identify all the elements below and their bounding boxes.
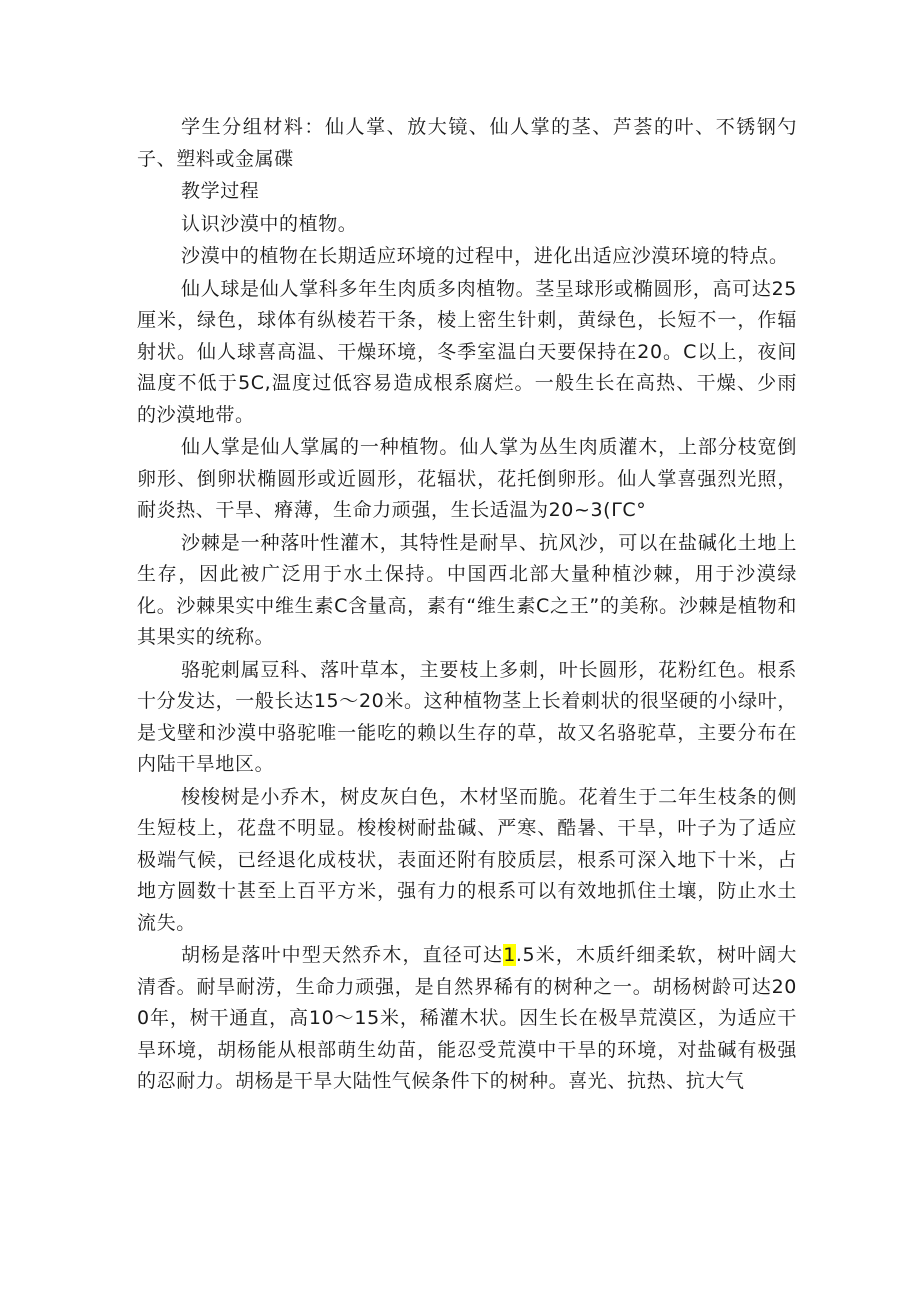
- highlighted-number: 1: [503, 944, 516, 966]
- paragraph-sea-buckthorn: 沙棘是一种落叶性灌木，其特性是耐旱、抗风沙，可以在盐碱化土地上生存，因此被广泛用于水土保持。中国西北部大量种植沙棘，用于沙漠绿化。沙棘果实中维生素C含量高，素有“维生素C之王”的美称。沙棘是植物和其果实的统称。: [137, 531, 797, 648]
- paragraph-teaching-process: 教学过程: [181, 180, 260, 202]
- populus-text-rest: .5米，木质纤细柔软，树叶阔大清香。耐旱耐涝，生命力顽强，是自然界稀有的树种之一。胡杨树龄可达200年，树干通直，高10～15米，稀灌木状。因生长在极旱荒漠区，为适应干旱环境，胡杨能从根部萌生幼苗，能忍受荒漠中干旱的环境，对盐碱有极强的忍耐力。胡杨是干旱大陆性气候条件下的树种。喜光、抗热、抗大气: [137, 944, 797, 1092]
- paragraph-cactus: 仙人掌是仙人掌属的一种植物。仙人掌为丛生肉质灌木，上部分枝宽倒卵形、倒卵状椭圆形或近圆形，花辐状，花托倒卵形。仙人掌喜强烈光照，耐炎热、干旱、瘠薄，生命力顽强，生长适温为20~3(ΓC°: [137, 436, 797, 521]
- paragraph-desert-adaptation: 沙漠中的植物在长期适应环境的过程中，进化出适应沙漠环境的特点。: [181, 245, 789, 267]
- paragraph-materials: 学生分组材料：仙人掌、放大镜、仙人掌的茎、芦荟的叶、不锈钢勺子、塑料或金属碟: [137, 116, 797, 170]
- populus-text-start: 胡杨是落叶中型天然乔木，直径可达: [181, 944, 504, 966]
- paragraph-populus-euphratica: [137, 940, 797, 1098]
- paragraph-desert-plants-intro: 认识沙漠中的植物。: [181, 212, 358, 235]
- paragraph-saxaul: 梭梭树是小乔木，树皮灰白色，木材坚而脆。花着生于二年生枝条的侧生短枝上，花盘不明显。梭梭树耐盐碱、严寒、酷暑、干旱，叶子为了适应极端气候，已经退化成枝状，表面还附有胶质层，根系可深入地下十米，占地方圆数十甚至上百平方米，强有力的根系可以有效地抓住土壤，防止水土流失。: [137, 785, 797, 934]
- paragraph-cactus-ball: 仙人球是仙人掌科多年生肉质多肉植物。茎呈球形或椭圆形，高可达25厘米，绿色，球体有纵棱若干条，棱上密生针刺，黄绿色，长短不一，作辐射状。仙人球喜高温、干燥环境，冬季室温白天要保持在20。C以上，夜间温度不低于5C,温度过低容易造成根系腐烂。一般生长在高热、干燥、少雨的沙漠地带。: [137, 277, 797, 426]
- document-body: [137, 112, 797, 1099]
- paragraph-camel-thorn: 骆驼刺属豆科、落叶草本，主要枝上多刺，叶长圆形，花粉红色。根系十分发达，一般长达15～20米。这种植物茎上长着刺状的很坚硬的小绿叶，是戈壁和沙漠中骆驼唯一能吃的赖以生存的草，故又名骆驼草，主要分布在内陆干旱地区。: [137, 658, 797, 775]
